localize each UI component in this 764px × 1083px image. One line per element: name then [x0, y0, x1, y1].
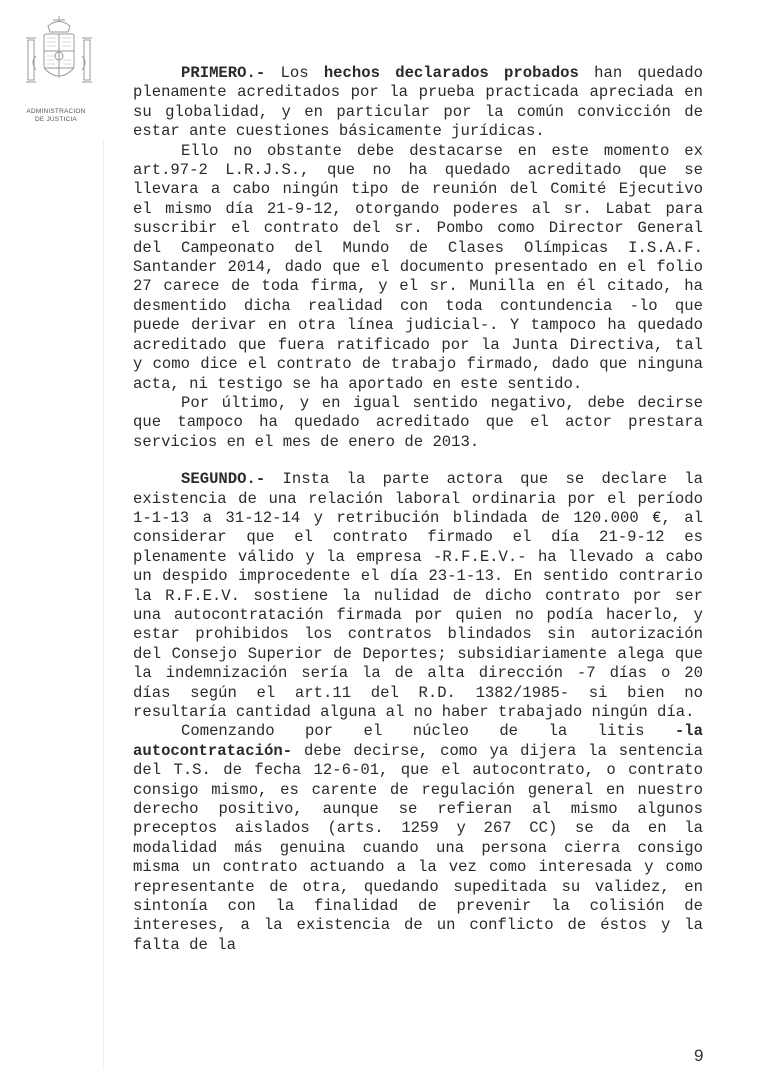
paragraph	[133, 64, 703, 142]
paragraph	[133, 394, 703, 452]
bold-text-run: -la autocontratación-	[133, 722, 703, 760]
bold-text-run: PRIMERO.-	[181, 64, 266, 82]
text-run: Insta la parte actora que se declare la existencia de una relación laboral ordinaria por el período 1-1-13 a 31-12-14 y retribución blindada de 120.000 €, al considerar que el contrato firmado el día 21-9-12 es plenamente válido y la empresa -R.F.E.V.- ha llevado a cabo un despido improcedente el día 23-1-13. En sentido contrario la R.F.E.V. sostiene la nulidad de dicho contrato por ser una autocontratación firmada por quien no podía hacerlo, y estar prohibidos los contratos blindados sin autorización del Consejo Superior de Deportes; subsidiariamente alega que la indemnización sería la de alta dirección -7 días o 20 días según el art.11 del R.D. 1382/1985- si bien no resultaría cantidad alguna al no haber trabajado ningún día.	[133, 470, 703, 721]
bold-text-run: hechos declarados probados	[323, 64, 579, 82]
text-run: Por último, y en igual sentido negativo, debe decirse que tampoco ha quedado acreditado que el actor prestara servicios en el mes de enero de 2013.	[133, 393, 703, 451]
paragraph	[133, 470, 703, 722]
text-run: han quedado plenamente acreditados por la prueba practicada apreciada en su globalidad, y en particular por la común convicción de estar ante cuestiones básicamente jurídicas.	[133, 64, 703, 141]
text-run: Los	[265, 64, 324, 82]
text-run: debe decirse, como ya dijera la sentencia del T.S. de fecha 12-6-01, que el autocontrato, o contrato consigo mismo, es carente de regulación general en nuestro derecho positivo, aunque se refieran al mismo algunos preceptos aislados (arts. 1259 y 267 CC) se da en la modalidad más genuina cuando una persona cierra consigo misma un contrato actuando a la vez como interesada y como representante de otra, quedando supeditada su validez, en sintonía con la finalidad de prevenir la colisión de intereses, a la existencia de un conflicto de éstos y la falta de la	[133, 741, 703, 954]
paragraph	[133, 722, 703, 955]
margin-line	[103, 140, 104, 1070]
page-number: 9	[694, 1046, 704, 1065]
coat-of-arms-seal	[20, 12, 98, 102]
paragraph-gap	[133, 452, 703, 470]
seal-caption-line-1: ADMINISTRACION	[26, 108, 86, 115]
seal-caption-line-2: DE JUSTICIA	[35, 116, 77, 123]
paragraph	[133, 142, 703, 394]
text-run: Comenzando por el núcleo de la litis	[181, 722, 675, 741]
seal-caption	[14, 108, 98, 124]
bold-text-run: SEGUNDO.-	[181, 470, 266, 489]
document-body	[133, 64, 703, 955]
text-run: Ello no obstante debe destacarse en este momento ex art.97-2 L.R.J.S., que no ha quedado acreditado que se llevara a cabo ningún tipo de reunión del Comité Ejecutivo el mismo día 21-9-12, otorgando poderes al sr. Labat para suscribir el contrato del sr. Pombo como Director General del Campeonato del Mundo de Clases Olímpicas I.S.A.F. Santander 2014, dado que el documento presentado en el folio 27 carece de toda firma, y el sr. Munilla en él citado, ha desmentido dicha realidad con toda contundencia -lo que puede derivar en otra línea judicial-. Y tampoco ha quedado acreditado que fuera ratificado por la Junta Directiva, tal y como dice el contrato de trabajo firmado, dado que ninguna acta, ni testigo se ha aportado en este sentido.	[133, 141, 703, 393]
